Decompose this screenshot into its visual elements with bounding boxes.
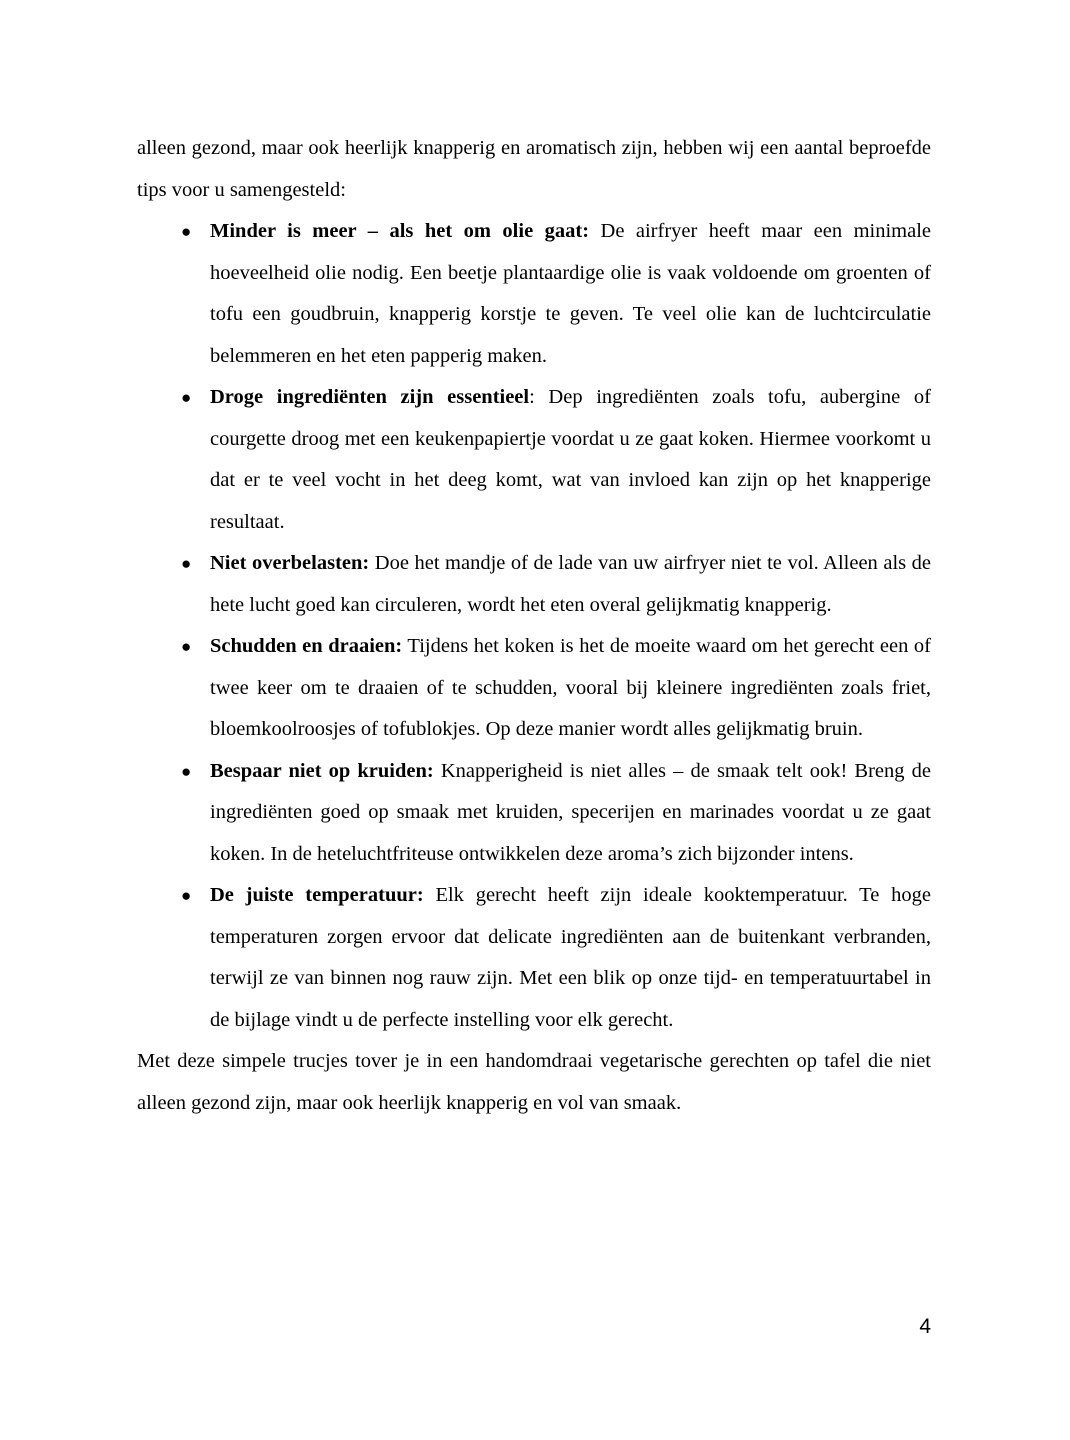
- tip-lead: Minder is meer – als het om olie gaat:: [210, 220, 590, 242]
- tip-lead: De juiste temperatuur:: [210, 884, 424, 906]
- page-content: [137, 128, 931, 1124]
- tip-lead: Niet overbelasten:: [210, 552, 370, 574]
- bullet-icon: ●: [181, 637, 192, 656]
- list-item: [137, 875, 931, 1041]
- list-item: [137, 211, 931, 377]
- bullet-icon: ●: [181, 554, 192, 573]
- page-number: 4: [919, 1315, 931, 1338]
- tip-body: Elk gerecht heeft zijn ideale kooktemperatuur. Te hoge temperaturen zorgen ervoor dat delicate ingrediënten aan de buitenkant verbranden, terwijl ze van binnen nog rauw zijn. Met een blik op onze tijd- en temperatuurtabel in de bijlage vindt u de perfecte instelling voor elk gerecht.: [210, 884, 931, 1031]
- bullet-icon: ●: [181, 886, 192, 905]
- tip-lead: Schudden en draaien:: [210, 635, 403, 657]
- bullet-icon: ●: [181, 222, 192, 241]
- list-item: [137, 751, 931, 876]
- list-item: [137, 626, 931, 751]
- list-item: [137, 377, 931, 543]
- bullet-icon: ●: [181, 388, 192, 407]
- tip-body: : Dep ingrediënten zoals tofu, aubergine of courgette droog met een keukenpapiertje voordat u ze gaat koken. Hiermee voorkomt u dat er te veel vocht in het deeg komt, wat van invloed kan zijn op het knapperige resultaat.: [210, 386, 931, 533]
- intro-paragraph: alleen gezond, maar ook heerlijk knapperig en aromatisch zijn, hebben wij een aantal beproefde tips voor u samengesteld:: [137, 137, 931, 201]
- tip-lead: Droge ingrediënten zijn essentieel: [210, 386, 530, 408]
- tip-body: Knapperigheid is niet alles – de smaak telt ook! Breng de ingrediënten goed op smaak met kruiden, specerijen en marinades voordat u ze gaat koken. In de heteluchtfriteuse ontwikkelen deze aroma’s zich bijzonder intens.: [210, 759, 931, 865]
- tip-lead: Bespaar niet op kruiden:: [210, 759, 434, 782]
- tip-body: De airfryer heeft maar een minimale hoeveelheid olie nodig. Een beetje plantaardige olie is vaak voldoende om groenten of tofu een goudbruin, knapperig korstje te geven. Te veel olie kan de luchtcirculatie belemmeren en het eten papperig maken.: [210, 220, 931, 367]
- bullet-icon: ●: [181, 761, 192, 781]
- outro-paragraph: Met deze simpele trucjes tover je in een handomdraai vegetarische gerechten op tafel die niet alleen gezond zijn, maar ook heerlijk knapperig en vol van smaak.: [137, 1050, 931, 1114]
- tips-list: [137, 211, 931, 1041]
- list-item: [137, 543, 931, 626]
- tip-body: Tijdens het koken is het de moeite waard om het gerecht een of twee keer om te draaien of te schudden, vooral bij kleinere ingrediënten zoals friet, bloemkoolroosjes of tofublokjes. Op deze manier wordt alles gelijkmatig bruin.: [210, 635, 931, 740]
- tip-body: Doe het mandje of de lade van uw airfryer niet te vol. Alleen als de hete lucht goed kan circuleren, wordt het eten overal gelijkmatig knapperig.: [210, 552, 932, 616]
